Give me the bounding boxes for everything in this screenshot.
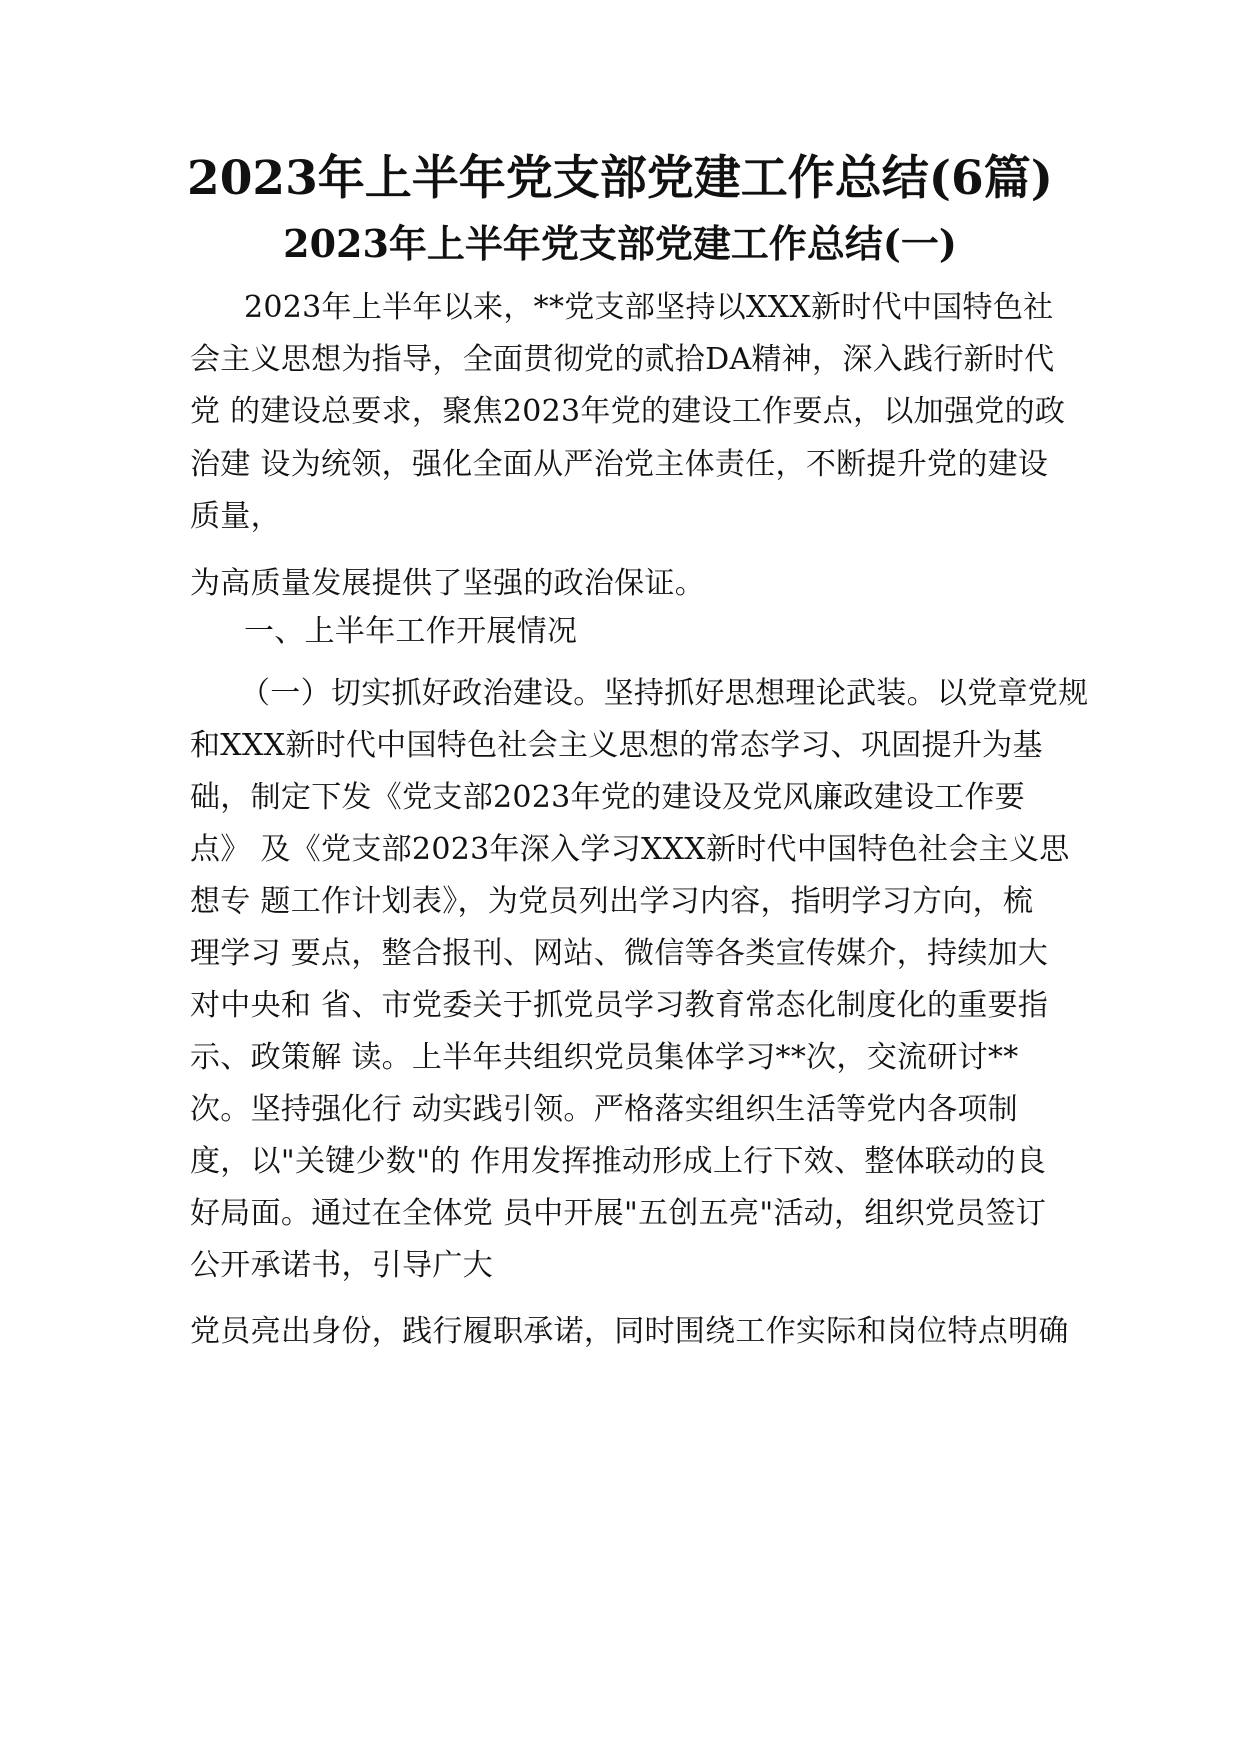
paragraph-line: 次。坚持强化行 动实践引领。严格落实组织生活等党内各项制 xyxy=(190,1092,1018,1127)
paragraph-line: 为高质量发展提供了坚强的政治保证。 xyxy=(190,566,706,601)
section-title: 2023年上半年党支部党建工作总结(一) xyxy=(283,221,957,266)
paragraph-line: 2023年上半年以来，**党支部坚持以XXX新时代中国特色社 xyxy=(244,290,1054,325)
paragraph-line: 点》 及《党支部2023年深入学习XXX新时代中国特色社会主义思 xyxy=(190,832,1070,867)
paragraph-line: 党 的建设总要求，聚焦2023年党的建设工作要点，以加强党的政 xyxy=(190,394,1066,429)
paragraph-line: 度，以"关键少数"的 作用发挥推动形成上行下效、整体联动的良 xyxy=(190,1144,1047,1179)
paragraph-line: 和XXX新时代中国特色社会主义思想的常态学习、巩固提升为基 xyxy=(190,728,1043,763)
paragraph-line: 理学习 要点，整合报刊、网站、微信等各类宣传媒介，持续加大 xyxy=(190,936,1049,971)
paragraph-line: 示、政策解 读。上半年共组织党员集体学习**次，交流研讨** xyxy=(190,1040,1019,1075)
paragraph-line: 础，制定下发《党支部2023年党的建设及党风廉政建设工作要 xyxy=(190,780,1026,815)
paragraph-line: 想专 题工作计划表》，为党员列出学习内容，指明学习方向，梳 xyxy=(190,884,1034,919)
paragraph-line: 质量， xyxy=(190,499,281,534)
paragraph-line: 好局面。通过在全体党 员中开展"五创五亮"活动，组织党员签订 xyxy=(190,1196,1047,1231)
document-title: 2023年上半年党支部党建工作总结(6篇) xyxy=(187,151,1053,206)
paragraph-line: （一）切实抓好政治建设。坚持抓好思想理论武装。以党章党规 xyxy=(240,676,1089,711)
paragraph-line: 党员亮出身份，践行履职承诺，同时围绕工作实际和岗位特点明确 xyxy=(190,1314,1069,1349)
paragraph-line: 公开承诺书，引导广大 xyxy=(190,1248,493,1283)
paragraph-line: 治建 设为统领，强化全面从严治党主体责任，不断提升党的建设 xyxy=(190,447,1049,482)
paragraph-line: 对中央和 省、市党委关于抓党员学习教育常态化制度化的重要指 xyxy=(190,988,1049,1023)
section-heading: 一、上半年工作开展情况 xyxy=(244,614,578,649)
paragraph-line: 会主义思想为指导，全面贯彻党的贰拾DA精神，深入践行新时代 xyxy=(190,342,1055,377)
